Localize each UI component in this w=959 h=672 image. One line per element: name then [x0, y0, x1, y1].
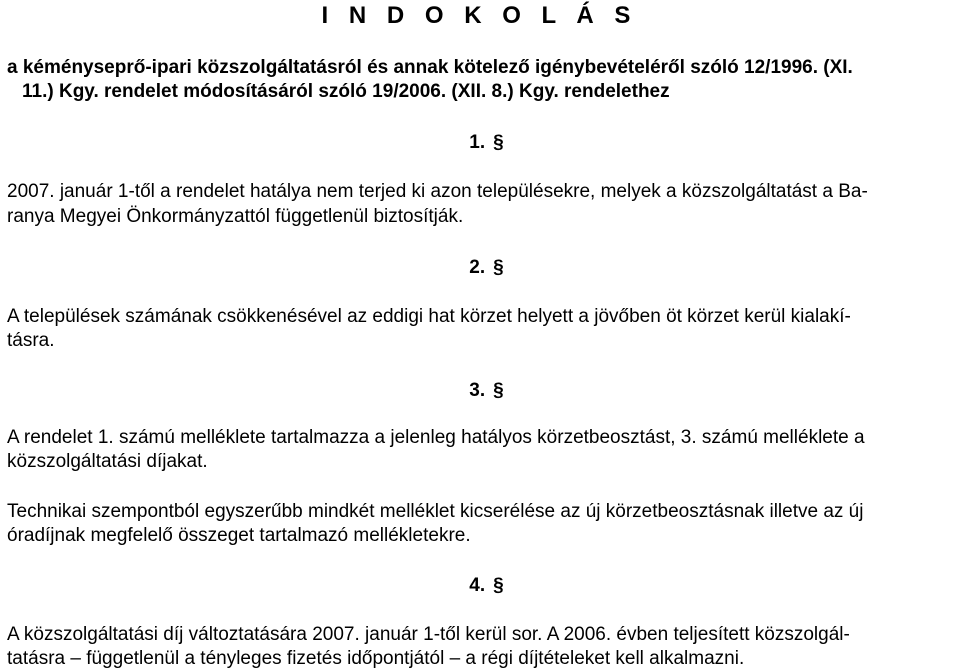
section-3-text-line-1: A rendelet 1. számú melléklete tartalmazza a jelenleg hatályos körzetbeosztást, 3. számú melléklete a: [7, 427, 865, 448]
subtitle-line-2: 11.) Kgy. rendelet módosításáról szóló 19/2006. (XII. 8.) Kgy. rendelethez: [22, 81, 670, 102]
section-3-heading: [7, 379, 959, 403]
section-2-heading: [7, 256, 959, 280]
section-3-text-line-2: közszolgáltatási díjakat.: [7, 451, 208, 472]
paragraph-sign-icon: §: [493, 132, 504, 153]
section-number: 1.: [469, 132, 486, 153]
paragraph-sign-icon: §: [493, 257, 504, 278]
section-number: 3.: [469, 380, 486, 401]
section-1-heading: [7, 131, 959, 155]
section-2-text-line-1: A települések számának csökkenésével az eddigi hat körzet helyett a jövőben öt körzet kerül kialakí-: [7, 306, 851, 327]
section-4-text-line-2: tatásra – függetlenül a tényleges fizetés időpontjától – a régi díjtételeket kell alkalmazni.: [7, 648, 745, 669]
section-2-text-line-2: tásra.: [7, 330, 55, 351]
section-number: 4.: [469, 575, 486, 596]
section-number: 2.: [469, 257, 486, 278]
section-1-text-line-1: 2007. január 1-től a rendelet hatálya nem terjed ki azon településekre, melyek a közszolgáltatást a Ba-: [7, 181, 868, 202]
section-4-heading: [7, 574, 959, 598]
document-title: I N D O K O L Á S: [321, 2, 638, 29]
section-4-text-line-1: A közszolgáltatási díj változtatására 2007. január 1-től kerül sor. A 2006. évben teljesített közszolgál-: [7, 624, 850, 645]
paragraph-sign-icon: §: [493, 575, 504, 596]
paragraph-sign-icon: §: [493, 380, 504, 401]
subtitle-line-1: a kéményseprő-ipari közszolgáltatásról és annak kötelező igénybevételéről szóló 12/1996. (XI.: [7, 57, 853, 78]
section-1-text-line-2: ranya Megyei Önkormányzattól függetlenül biztosítják.: [7, 206, 464, 227]
section-3-text-line-4: óradíjnak megfelelő összeget tartalmazó mellékletekre.: [7, 525, 471, 546]
section-3-text-line-3: Technikai szempontból egyszerűbb mindkét melléklet kicserélése az új körzetbeosztásnak illetve az új: [7, 501, 864, 522]
